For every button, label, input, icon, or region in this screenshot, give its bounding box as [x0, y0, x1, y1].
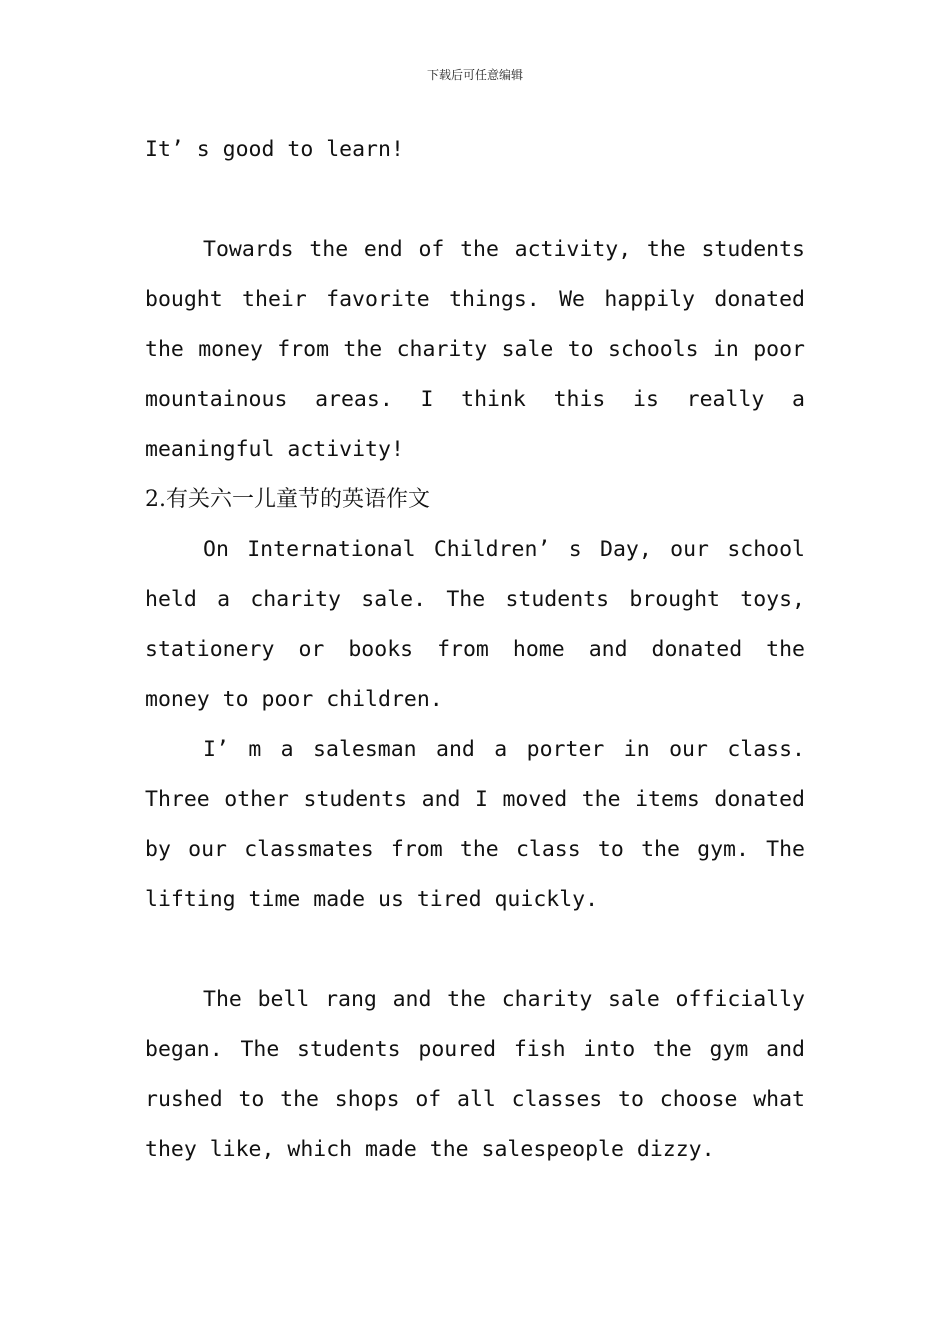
paragraph-3: I’ m a salesman and a porter in our class. Three other students and I moved the items donated by our classmates from the class to the gym. The lifting time made us tired quickly.	[145, 737, 805, 912]
section-heading: 2.有关六一儿童节的英语作文	[145, 487, 430, 512]
opening-line: It’ s good to learn!	[145, 137, 404, 162]
document-body	[145, 125, 805, 1175]
blank-line	[145, 175, 805, 225]
paragraph-1: Towards the end of the activity, the students bought their favorite things. We happily donated the money from the charity sale to schools in poor mountainous areas. I think this is really a meaningful activity!	[145, 237, 805, 462]
paragraph-2: On International Children’ s Day, our school held a charity sale. The students brought toys, stationery or books from home and donated the money to poor children.	[145, 537, 805, 712]
page-header: 下载后可任意编辑	[426, 68, 523, 82]
paragraph-4: The bell rang and the charity sale officially began. The students poured fish into the gym and rushed to the shops of all classes to choose what they like, which made the salespeople dizzy.	[145, 987, 805, 1162]
blank-line	[145, 925, 805, 975]
